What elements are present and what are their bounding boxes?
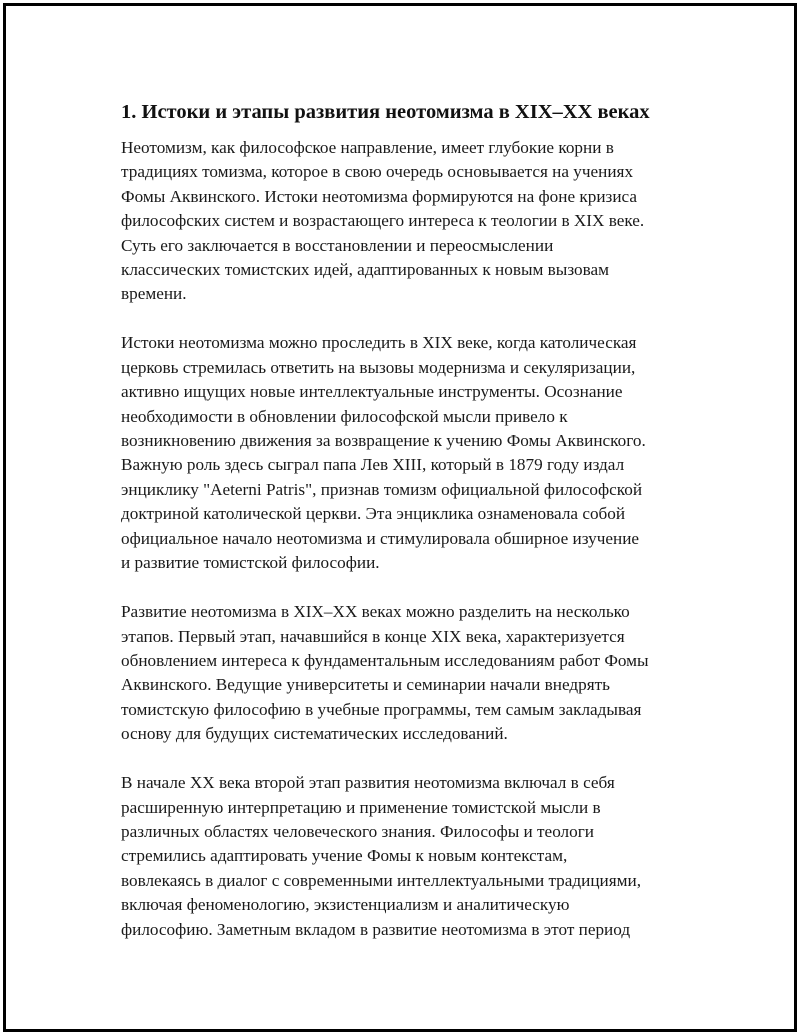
text-line: и развитие томистской философии. bbox=[121, 553, 380, 573]
text-line: официальное начало неотомизма и стимулировала обширное изучение bbox=[121, 528, 640, 548]
text-line: Фомы Аквинского. Истоки неотомизма формируются на фоне кризиса bbox=[121, 186, 638, 206]
paragraph-2 bbox=[121, 331, 711, 575]
text-line: возникновению движения за возвращение к учению Фомы Аквинского. bbox=[121, 431, 646, 451]
text-line: Аквинского. Ведущие университеты и семинарии начали внедрять bbox=[121, 675, 610, 695]
paragraph-1 bbox=[121, 136, 711, 307]
text-line: основу для будущих систематических исследований. bbox=[121, 724, 508, 744]
text-line: церковь стремилась ответить на вызовы модернизма и секуляризации, bbox=[121, 357, 636, 377]
text-line: необходимости в обновлении философской мысли привело к bbox=[121, 406, 568, 426]
text-line: В начале XX века второй этап развития неотомизма включал в себя bbox=[121, 773, 615, 793]
page-frame bbox=[3, 3, 797, 1032]
text-line: Неотомизм, как философское направление, имеет глубокие корни в bbox=[121, 138, 614, 157]
text-line: Истоки неотомизма можно проследить в XIX веке, когда католическая bbox=[121, 333, 637, 353]
text-line: Важную роль здесь сыграл папа Лев XIII, который в 1879 году издал bbox=[121, 455, 625, 475]
text-line: томистскую философию в учебные программы, тем самым закладывая bbox=[121, 699, 642, 719]
paragraph-4 bbox=[121, 771, 711, 942]
text-line: активно ищущих новые интеллектуальные инструменты. Осознание bbox=[121, 382, 623, 402]
text-line: Развитие неотомизма в XIX–XX веках можно разделить на несколько bbox=[121, 602, 630, 622]
section-heading: 1. Истоки и этапы развития неотомизма в XIX–XX веках bbox=[121, 101, 650, 123]
text-line: времени. bbox=[121, 284, 187, 304]
text-line: вовлекаясь в диалог с современными интеллектуальными традициями, bbox=[121, 870, 641, 890]
text-line: Суть его заключается в восстановлении и переосмыслении bbox=[121, 235, 554, 255]
text-line: различных областях человеческого знания. Философы и теологи bbox=[121, 821, 594, 841]
document-body bbox=[121, 98, 711, 967]
text-line: энциклику "Aeterni Patris", признав томизм официальной философской bbox=[121, 479, 643, 499]
paragraph-3 bbox=[121, 600, 711, 746]
text-line: обновлением интереса к фундаментальным исследованиям работ Фомы bbox=[121, 650, 649, 670]
text-line: традициях томизма, которое в свою очередь основывается на учениях bbox=[121, 162, 634, 182]
text-line: классических томистских идей, адаптированных к новым вызовам bbox=[121, 260, 610, 280]
text-line: доктриной католической церкви. Эта энциклика ознаменовала собой bbox=[121, 504, 626, 524]
text-line: философию. Заметным вкладом в развитие неотомизма в этот период bbox=[121, 919, 631, 939]
text-line: включая феноменологию, экзистенциализм и аналитическую bbox=[121, 895, 570, 915]
text-line: стремились адаптировать учение Фомы к новым контекстам, bbox=[121, 846, 568, 866]
text-line: этапов. Первый этап, начавшийся в конце XIX века, характеризуется bbox=[121, 626, 625, 646]
text-line: философских систем и возрастающего интереса к теологии в XIX веке. bbox=[121, 211, 645, 231]
text-line: расширенную интерпретацию и применение томистской мысли в bbox=[121, 797, 601, 817]
